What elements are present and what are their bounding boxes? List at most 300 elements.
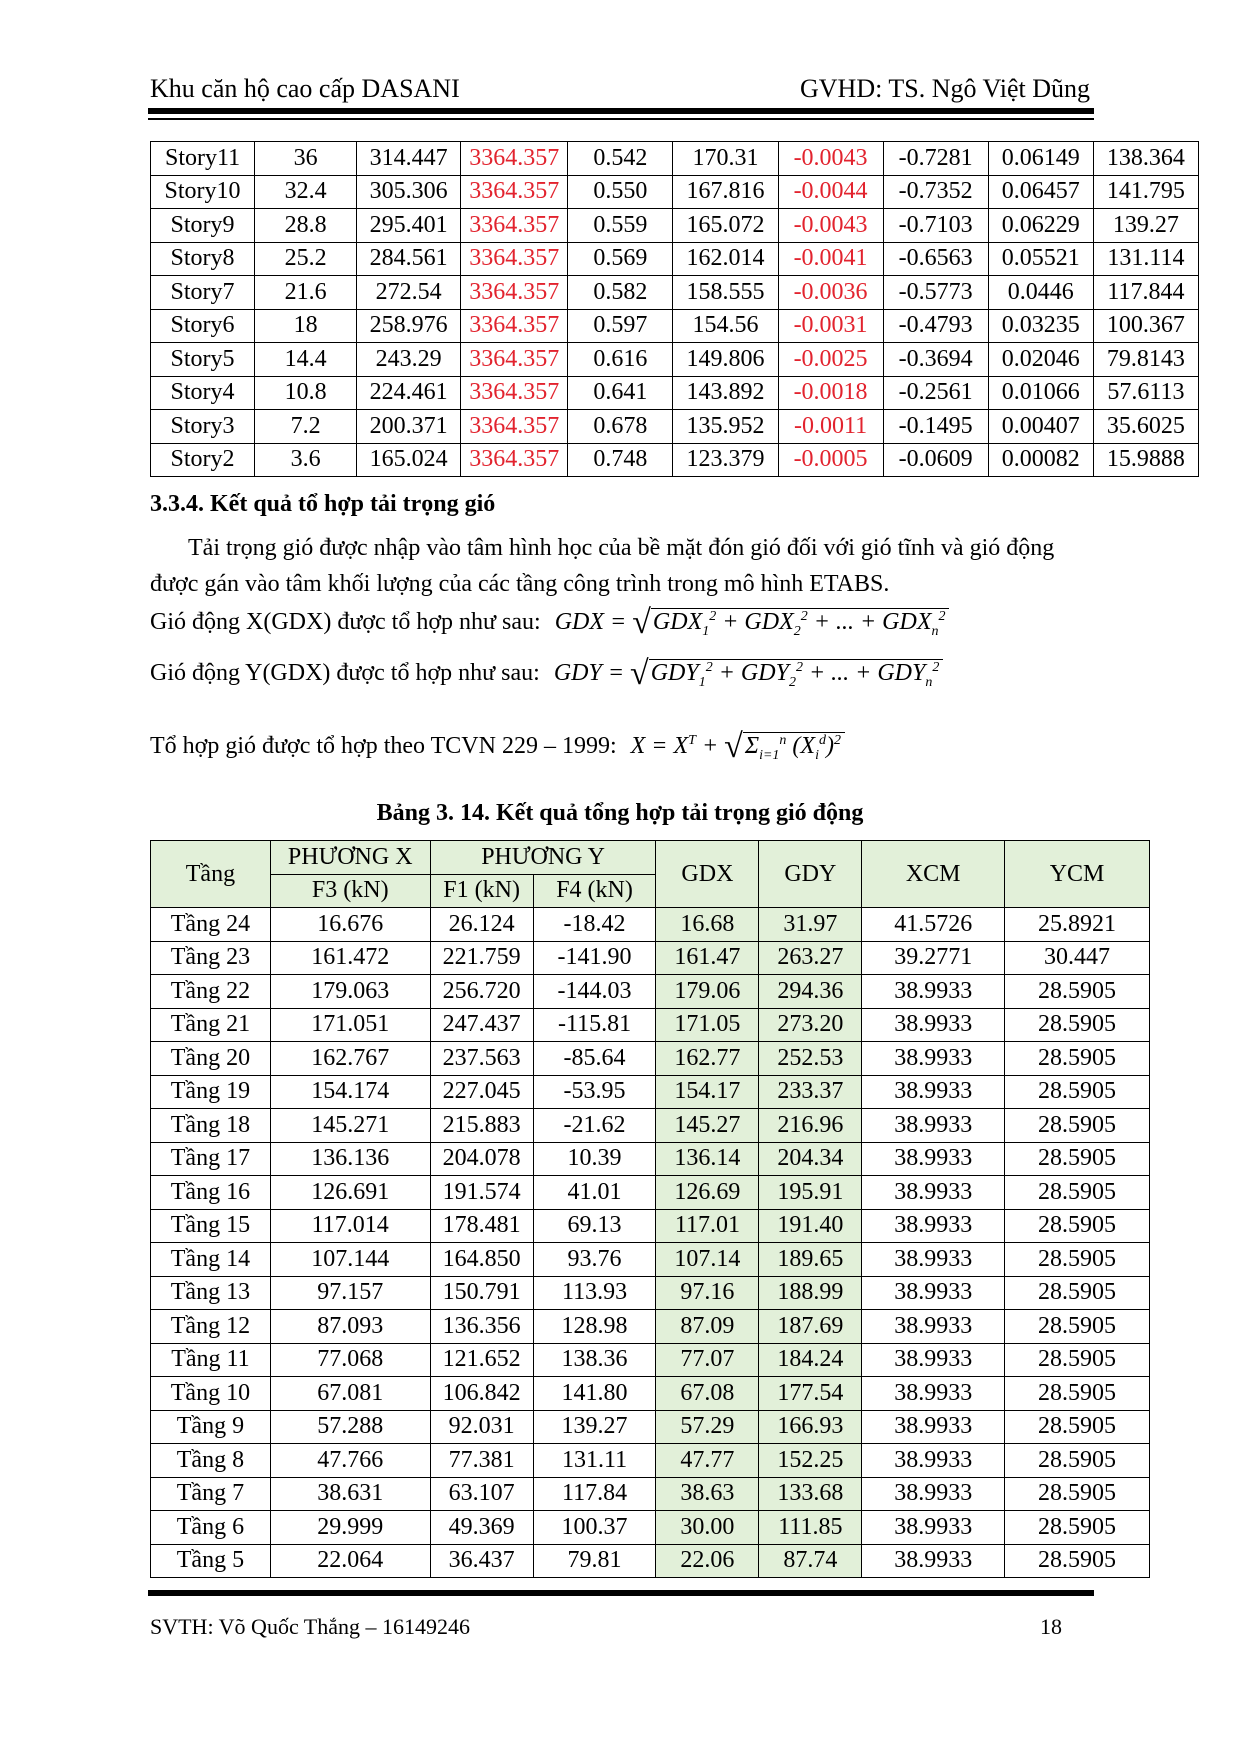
table-cell: -0.0031	[778, 309, 883, 343]
table-cell: 145.271	[270, 1109, 430, 1143]
table-row	[151, 410, 1199, 444]
table-cell: 0.05521	[988, 242, 1093, 276]
table-cell: 28.5905	[1005, 1075, 1150, 1109]
table-cell: 3364.357	[461, 276, 568, 310]
table-cell: 67.081	[270, 1377, 430, 1411]
table-cell: 170.31	[673, 142, 778, 176]
table-cell: Story4	[151, 376, 255, 410]
col-phuong-x: PHƯƠNG X	[270, 841, 430, 875]
table-cell: 10.8	[255, 376, 357, 410]
table-row	[151, 1444, 1150, 1478]
table-cell: 138.364	[1093, 142, 1198, 176]
table-cell: -144.03	[533, 975, 656, 1009]
table-cell: 38.9933	[862, 1544, 1005, 1578]
table-cell: Tầng 20	[151, 1042, 271, 1076]
table-cell: 113.93	[533, 1276, 656, 1310]
table-cell: -0.0025	[778, 343, 883, 377]
table-cell: Tầng 23	[151, 941, 271, 975]
gdy-formula-line	[150, 651, 943, 691]
table-cell: 294.36	[759, 975, 862, 1009]
table-row	[151, 142, 1199, 176]
table-cell: Tầng 13	[151, 1276, 271, 1310]
table-row	[151, 1142, 1150, 1176]
table-cell: 97.16	[656, 1276, 759, 1310]
table-cell: -85.64	[533, 1042, 656, 1076]
table-cell: 128.98	[533, 1310, 656, 1344]
table-cell: 38.9933	[862, 1343, 1005, 1377]
table-cell: 32.4	[255, 175, 357, 209]
table-cell: 28.5905	[1005, 975, 1150, 1009]
table-cell: 38.9933	[862, 1477, 1005, 1511]
table-cell: 0.641	[568, 376, 673, 410]
table-cell: 179.06	[656, 975, 759, 1009]
table-cell: 256.720	[430, 975, 533, 1009]
table-cell: 28.5905	[1005, 1276, 1150, 1310]
table-cell: 221.759	[430, 941, 533, 975]
table-cell: 179.063	[270, 975, 430, 1009]
table-cell: 126.691	[270, 1176, 430, 1210]
table-cell: 22.064	[270, 1544, 430, 1578]
table-row	[151, 1008, 1150, 1042]
header-rule-thin	[148, 118, 1094, 120]
table-cell: 184.24	[759, 1343, 862, 1377]
table-cell: 149.806	[673, 343, 778, 377]
table-cell: 28.5905	[1005, 1511, 1150, 1545]
table-cell: 117.014	[270, 1209, 430, 1243]
table-cell: -0.1495	[883, 410, 988, 444]
table-cell: 25.2	[255, 242, 357, 276]
table-cell: 247.437	[430, 1008, 533, 1042]
footer-rule	[148, 1590, 1094, 1596]
table-cell: 0.03235	[988, 309, 1093, 343]
table-cell: 77.07	[656, 1343, 759, 1377]
table-cell: 243.29	[357, 343, 461, 377]
table-cell: 49.369	[430, 1511, 533, 1545]
table-cell: 28.5905	[1005, 1008, 1150, 1042]
table-cell: 154.56	[673, 309, 778, 343]
table-cell: -0.0041	[778, 242, 883, 276]
table-cell: 121.652	[430, 1343, 533, 1377]
table-cell: 38.9933	[862, 1008, 1005, 1042]
table-cell: 29.999	[270, 1511, 430, 1545]
page-number: 18	[1040, 1614, 1062, 1639]
table-cell: Story10	[151, 175, 255, 209]
table-cell: Tầng 14	[151, 1243, 271, 1277]
table-cell: 272.54	[357, 276, 461, 310]
table-cell: 126.69	[656, 1176, 759, 1210]
table-cell: 28.5905	[1005, 1243, 1150, 1277]
table-cell: 38.9933	[862, 1109, 1005, 1143]
table-row	[151, 941, 1150, 975]
table-cell: -0.0011	[778, 410, 883, 444]
table-cell: 0.00082	[988, 443, 1093, 477]
table-cell: 106.842	[430, 1377, 533, 1411]
table-cell: -0.4793	[883, 309, 988, 343]
table-cell: 28.5905	[1005, 1377, 1150, 1411]
table-row	[151, 309, 1199, 343]
table-cell: -0.0018	[778, 376, 883, 410]
table-caption: Bảng 3. 14. Kết quả tổng hợp tải trọng gió động	[376, 800, 864, 826]
col-f4: F4 (kN)	[533, 874, 656, 908]
table-cell: 165.024	[357, 443, 461, 477]
combo-formula-line	[150, 724, 845, 764]
table-cell: -0.0043	[778, 142, 883, 176]
table-cell: 107.14	[656, 1243, 759, 1277]
table-cell: -0.7352	[883, 175, 988, 209]
table-cell: 77.068	[270, 1343, 430, 1377]
table-cell: 15.9888	[1093, 443, 1198, 477]
table-cell: Tầng 24	[151, 908, 271, 942]
table-cell: 26.124	[430, 908, 533, 942]
table-cell: 162.767	[270, 1042, 430, 1076]
table-cell: 36.437	[430, 1544, 533, 1578]
table-cell: -0.7103	[883, 209, 988, 243]
table-cell: 215.883	[430, 1109, 533, 1143]
table-cell: 0.597	[568, 309, 673, 343]
table-cell: 200.371	[357, 410, 461, 444]
table-cell: 3364.357	[461, 410, 568, 444]
table-row	[151, 1243, 1150, 1277]
table-cell: Tầng 7	[151, 1477, 271, 1511]
table-cell: Tầng 22	[151, 975, 271, 1009]
table-cell: 162.77	[656, 1042, 759, 1076]
table-cell: Tầng 12	[151, 1310, 271, 1344]
table-cell: 38.63	[656, 1477, 759, 1511]
table-cell: Tầng 17	[151, 1142, 271, 1176]
table-cell: 38.9933	[862, 1042, 1005, 1076]
table-cell: 165.072	[673, 209, 778, 243]
combo-label: Tổ hợp gió được tổ hợp theo TCVN 229 – 1999:	[150, 733, 617, 759]
table-cell: -0.0005	[778, 443, 883, 477]
table-cell: 57.288	[270, 1410, 430, 1444]
table-cell: 273.20	[759, 1008, 862, 1042]
table-cell: 150.791	[430, 1276, 533, 1310]
table-cell: 167.816	[673, 175, 778, 209]
table-cell: 252.53	[759, 1042, 862, 1076]
table-cell: 135.952	[673, 410, 778, 444]
table-cell: 93.76	[533, 1243, 656, 1277]
table-cell: Tầng 8	[151, 1444, 271, 1478]
table-cell: 191.40	[759, 1209, 862, 1243]
table-cell: Tầng 18	[151, 1109, 271, 1143]
header-rule	[148, 108, 1094, 114]
page-header	[150, 74, 1090, 110]
table-cell: 107.144	[270, 1243, 430, 1277]
table-cell: Story11	[151, 142, 255, 176]
gdx-label: Gió động X(GDX) được tổ hợp như sau:	[150, 609, 541, 635]
table-cell: 3364.357	[461, 142, 568, 176]
table-row	[151, 1109, 1150, 1143]
table-cell: 0.02046	[988, 343, 1093, 377]
table-cell: 69.13	[533, 1209, 656, 1243]
table-cell: 38.9933	[862, 1176, 1005, 1210]
table-cell: 136.356	[430, 1310, 533, 1344]
table-row	[151, 1310, 1150, 1344]
table-cell: -0.0036	[778, 276, 883, 310]
table-cell: -0.6563	[883, 242, 988, 276]
col-ycm: YCM	[1005, 841, 1150, 908]
story-results-table	[150, 141, 1199, 477]
table-row	[151, 1343, 1150, 1377]
table-cell: Story5	[151, 343, 255, 377]
table-cell: 3364.357	[461, 242, 568, 276]
table-cell: 136.14	[656, 1142, 759, 1176]
table-cell: 117.84	[533, 1477, 656, 1511]
table-cell: 0.00407	[988, 410, 1093, 444]
table-cell: 0.06457	[988, 175, 1093, 209]
table-cell: Story6	[151, 309, 255, 343]
table-cell: 38.9933	[862, 975, 1005, 1009]
table-cell: 171.051	[270, 1008, 430, 1042]
table-cell: 14.4	[255, 343, 357, 377]
table-cell: 117.01	[656, 1209, 759, 1243]
table-row	[151, 975, 1150, 1009]
table-cell: 216.96	[759, 1109, 862, 1143]
table-row	[151, 276, 1199, 310]
table-cell: -141.90	[533, 941, 656, 975]
table-cell: 31.97	[759, 908, 862, 942]
table-cell: 0.0446	[988, 276, 1093, 310]
table-cell: 258.976	[357, 309, 461, 343]
table-cell: 3.6	[255, 443, 357, 477]
table-cell: 295.401	[357, 209, 461, 243]
table-cell: 305.306	[357, 175, 461, 209]
table-cell: 117.844	[1093, 276, 1198, 310]
table-cell: 0.01066	[988, 376, 1093, 410]
table-cell: 28.5905	[1005, 1477, 1150, 1511]
table-cell: 38.9933	[862, 1310, 1005, 1344]
table-cell: 204.078	[430, 1142, 533, 1176]
table-cell: 28.5905	[1005, 1544, 1150, 1578]
table-cell: Tầng 11	[151, 1343, 271, 1377]
table-cell: 41.01	[533, 1176, 656, 1210]
table-cell: Tầng 10	[151, 1377, 271, 1411]
table-cell: 57.29	[656, 1410, 759, 1444]
table-cell: 314.447	[357, 142, 461, 176]
col-xcm: XCM	[862, 841, 1005, 908]
footer-student: SVTH: Võ Quốc Thắng – 16149246	[150, 1614, 471, 1639]
table-cell: 28.5905	[1005, 1109, 1150, 1143]
table-cell: 0.569	[568, 242, 673, 276]
table-cell: 131.11	[533, 1444, 656, 1478]
table-row	[151, 209, 1199, 243]
table-cell: 18	[255, 309, 357, 343]
table-cell: 28.5905	[1005, 1343, 1150, 1377]
table-cell: 136.136	[270, 1142, 430, 1176]
table-cell: 237.563	[430, 1042, 533, 1076]
table-cell: 25.8921	[1005, 908, 1150, 942]
table-cell: 189.65	[759, 1243, 862, 1277]
gdy-formula: GDY = $√GDY_1^2 + GDY_2^2$ + ... + $GDY_n^2$	[554, 660, 944, 686]
table-cell: 100.367	[1093, 309, 1198, 343]
table-cell: 57.6113	[1093, 376, 1198, 410]
header-project-title: Khu căn hộ cao cấp DASANI	[150, 74, 460, 103]
table-cell: Tầng 16	[151, 1176, 271, 1210]
table-cell: 67.08	[656, 1377, 759, 1411]
table-cell: 0.748	[568, 443, 673, 477]
table-cell: 263.27	[759, 941, 862, 975]
table-row	[151, 1176, 1150, 1210]
table-cell: 87.74	[759, 1544, 862, 1578]
table-cell: 187.69	[759, 1310, 862, 1344]
table-cell: 123.379	[673, 443, 778, 477]
table-cell: 0.678	[568, 410, 673, 444]
table-cell: 35.6025	[1093, 410, 1198, 444]
table-cell: 0.616	[568, 343, 673, 377]
table-cell: 141.80	[533, 1377, 656, 1411]
table-cell: 28.5905	[1005, 1310, 1150, 1344]
table-cell: 171.05	[656, 1008, 759, 1042]
col-f1: F1 (kN)	[430, 874, 533, 908]
table-cell: 161.472	[270, 941, 430, 975]
table-cell: 38.9933	[862, 1209, 1005, 1243]
table-cell: -18.42	[533, 908, 656, 942]
table-cell: 97.157	[270, 1276, 430, 1310]
table-cell: -0.3694	[883, 343, 988, 377]
table-cell: 30.00	[656, 1511, 759, 1545]
table-cell: 158.555	[673, 276, 778, 310]
table-row	[151, 908, 1150, 942]
header-advisor: GVHD: TS. Ngô Việt Dũng	[800, 74, 1090, 103]
table-cell: 0.559	[568, 209, 673, 243]
table-cell: 87.09	[656, 1310, 759, 1344]
table-cell: Story8	[151, 242, 255, 276]
table-cell: Tầng 15	[151, 1209, 271, 1243]
table-cell: Story2	[151, 443, 255, 477]
table-cell: 154.17	[656, 1075, 759, 1109]
table-cell: 30.447	[1005, 941, 1150, 975]
col-phuong-y: PHƯƠNG Y	[430, 841, 656, 875]
table-cell: 195.91	[759, 1176, 862, 1210]
table-cell: 191.574	[430, 1176, 533, 1210]
table-cell: 227.045	[430, 1075, 533, 1109]
table-cell: Tầng 6	[151, 1511, 271, 1545]
col-gdy: GDY	[759, 841, 862, 908]
table-cell: 284.561	[357, 242, 461, 276]
table-cell: 0.06229	[988, 209, 1093, 243]
table-cell: 28.5905	[1005, 1209, 1150, 1243]
table-row	[151, 1410, 1150, 1444]
table-cell: 161.47	[656, 941, 759, 975]
table-cell: 63.107	[430, 1477, 533, 1511]
table-row	[151, 242, 1199, 276]
table-cell: -0.0609	[883, 443, 988, 477]
table-row	[151, 1544, 1150, 1578]
table-cell: 3364.357	[461, 343, 568, 377]
table-cell: 0.542	[568, 142, 673, 176]
table-cell: 3364.357	[461, 175, 568, 209]
combo-formula: $X = X^T + √\Sigma_{i=1}^n$ $(X_i^d)^2$	[631, 733, 845, 759]
table-cell: 166.93	[759, 1410, 862, 1444]
table-cell: 79.81	[533, 1544, 656, 1578]
table-cell: 38.9933	[862, 1511, 1005, 1545]
table-cell: 224.461	[357, 376, 461, 410]
table-cell: 164.850	[430, 1243, 533, 1277]
table-row	[151, 1377, 1150, 1411]
table-row	[151, 1477, 1150, 1511]
table-cell: 178.481	[430, 1209, 533, 1243]
table-cell: 154.174	[270, 1075, 430, 1109]
table-cell: 152.25	[759, 1444, 862, 1478]
table-cell: 38.9933	[862, 1243, 1005, 1277]
table-cell: 28.5905	[1005, 1410, 1150, 1444]
table-cell: 38.9933	[862, 1377, 1005, 1411]
table-cell: 3364.357	[461, 376, 568, 410]
table-cell: 28.5905	[1005, 1176, 1150, 1210]
table-cell: 39.2771	[862, 941, 1005, 975]
table-cell: 22.06	[656, 1544, 759, 1578]
table-cell: 3364.357	[461, 309, 568, 343]
gdx-formula: GDX = $√GDX_1^2 + GDX_2^2$ + ... + $GDX_n^2$	[555, 609, 950, 635]
table-row	[151, 1075, 1150, 1109]
table-cell: 162.014	[673, 242, 778, 276]
table-cell: 233.37	[759, 1075, 862, 1109]
table-cell: 139.27	[1093, 209, 1198, 243]
table-row	[151, 376, 1199, 410]
table-cell: 100.37	[533, 1511, 656, 1545]
table-cell: 145.27	[656, 1109, 759, 1143]
table-cell: 79.8143	[1093, 343, 1198, 377]
col-tang: Tầng	[151, 841, 271, 908]
col-f3: F3 (kN)	[270, 874, 430, 908]
table-row	[151, 343, 1199, 377]
gdy-label: Gió động Y(GDX) được tổ hợp như sau:	[150, 660, 540, 686]
table-cell: 47.766	[270, 1444, 430, 1478]
table-cell: -0.2561	[883, 376, 988, 410]
table-cell: 188.99	[759, 1276, 862, 1310]
table-cell: 36	[255, 142, 357, 176]
table-cell: -53.95	[533, 1075, 656, 1109]
table-cell: 77.381	[430, 1444, 533, 1478]
paragraph-text: Tải trọng gió được nhập vào tâm hình học của bề mặt đón gió đối với gió tĩnh và gió động được gán vào tâm khối lượng của các tầng công trình trong mô hình ETABS.	[150, 535, 1055, 597]
table-cell: 141.795	[1093, 175, 1198, 209]
table-cell: 41.5726	[862, 908, 1005, 942]
table-row	[151, 1209, 1150, 1243]
col-gdx: GDX	[656, 841, 759, 908]
table-cell: 38.9933	[862, 1410, 1005, 1444]
table-row	[151, 175, 1199, 209]
table-cell: 21.6	[255, 276, 357, 310]
table-cell: -21.62	[533, 1109, 656, 1143]
table-cell: 131.114	[1093, 242, 1198, 276]
table-cell: Story9	[151, 209, 255, 243]
table-cell: -0.0044	[778, 175, 883, 209]
table-cell: 38.631	[270, 1477, 430, 1511]
table-row	[151, 1042, 1150, 1076]
table-cell: 38.9933	[862, 1075, 1005, 1109]
table-cell: 38.9933	[862, 1142, 1005, 1176]
table-cell: 133.68	[759, 1477, 862, 1511]
table-cell: 47.77	[656, 1444, 759, 1478]
gdx-formula-line	[150, 600, 949, 640]
table-cell: Tầng 9	[151, 1410, 271, 1444]
table-cell: 3364.357	[461, 209, 568, 243]
table-row	[151, 1276, 1150, 1310]
table-cell: 38.9933	[862, 1276, 1005, 1310]
table-cell: 138.36	[533, 1343, 656, 1377]
table-cell: 16.68	[656, 908, 759, 942]
table-cell: 28.5905	[1005, 1142, 1150, 1176]
table-cell: 38.9933	[862, 1444, 1005, 1478]
table-cell: Story7	[151, 276, 255, 310]
table-cell: 92.031	[430, 1410, 533, 1444]
section-title: 3.3.4. Kết quả tổ hợp tải trọng gió	[150, 491, 496, 517]
table-cell: 139.27	[533, 1410, 656, 1444]
table-cell: Tầng 21	[151, 1008, 271, 1042]
table-cell: 3364.357	[461, 443, 568, 477]
table-cell: 0.582	[568, 276, 673, 310]
table-cell: 111.85	[759, 1511, 862, 1545]
